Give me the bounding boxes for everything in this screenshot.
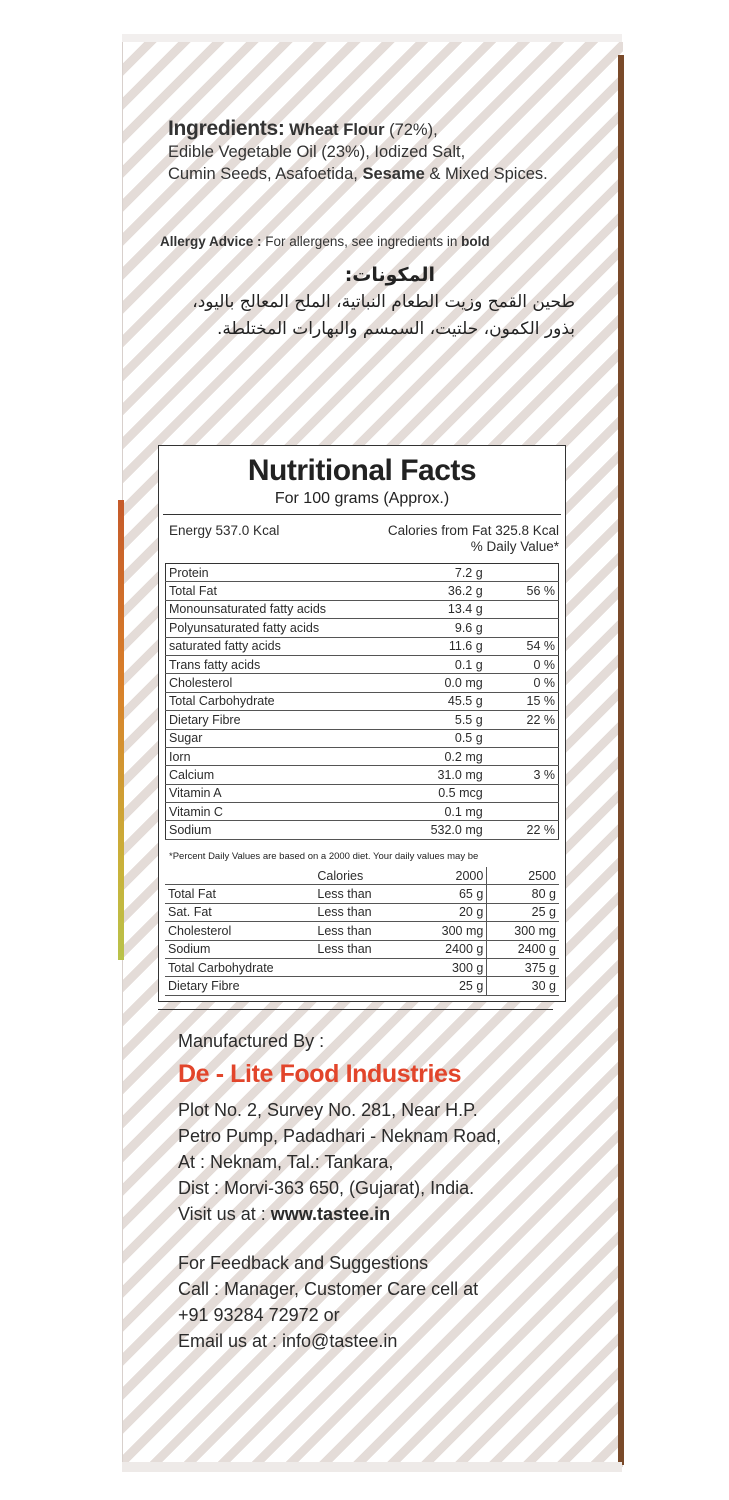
allergy-text: For allergens, see ingredients in xyxy=(261,234,462,249)
ingredient-sesame: Sesame xyxy=(362,165,425,183)
daily-values-table xyxy=(165,867,559,996)
nutrient-amount: 7.2 g xyxy=(392,564,486,582)
dv-qualifier: Less than xyxy=(314,903,398,921)
nutrient-row xyxy=(166,637,559,655)
nutrient-name: Monounsaturated fatty acids xyxy=(166,600,392,618)
nutrient-daily-pct: 15 % xyxy=(486,692,559,710)
dv-2500-value: 2400 g xyxy=(487,940,559,958)
ingredient-wheat-pct: (72%), xyxy=(384,121,438,139)
allergy-bold-word: bold xyxy=(461,234,490,249)
dv-nutrient: Sodium xyxy=(165,940,314,958)
website-line xyxy=(178,1201,598,1227)
dv-2500-value: 30 g xyxy=(487,977,559,995)
nutrient-amount: 0.5 mcg xyxy=(392,784,486,802)
address-line-1: Plot No. 2, Survey No. 281, Near H.P. xyxy=(178,1100,478,1120)
dv-nutrient: Dietary Fibre xyxy=(165,977,314,995)
nutrient-name: Vitamin A xyxy=(166,784,392,802)
dv-header-row xyxy=(165,867,559,885)
nutrient-row xyxy=(166,821,559,839)
dv-2000-value: 65 g xyxy=(398,885,487,903)
nutrient-name: Vitamin C xyxy=(166,803,392,821)
daily-value-label: % Daily Value* xyxy=(470,539,559,554)
nutrient-row xyxy=(166,784,559,802)
nutrient-amount: 36.2 g xyxy=(392,582,486,600)
nutrient-amount: 0.2 mg xyxy=(392,747,486,765)
feedback-line-3: +91 93284 72972 or xyxy=(178,1305,340,1325)
nutrient-amount: 0.1 g xyxy=(392,655,486,673)
calories-from-fat xyxy=(388,523,559,555)
nutrition-title: Nutritional Facts xyxy=(247,454,477,487)
nutrient-daily-pct xyxy=(486,784,559,802)
nutrient-row xyxy=(166,711,559,729)
nutrient-amount: 5.5 g xyxy=(392,711,486,729)
manufacturer-block xyxy=(178,1028,598,1227)
nutrient-name: Iorn xyxy=(166,747,392,765)
arabic-line-2: بذور الكمون، حلتيت، السمسم والبهارات المختلطة. xyxy=(216,319,575,339)
nutrient-amount: 0.0 mg xyxy=(392,674,486,692)
nutrient-row xyxy=(166,674,559,692)
dv-nutrient: Total Carbohydrate xyxy=(165,958,314,976)
nutrient-name: Total Carbohydrate xyxy=(166,692,392,710)
nutrient-daily-pct: 56 % xyxy=(486,582,559,600)
nutrient-name: Trans fatty acids xyxy=(166,655,392,673)
nutrient-row xyxy=(166,619,559,637)
dv-2000-value: 300 g xyxy=(398,958,487,976)
nutrient-row xyxy=(166,747,559,765)
nutrient-amount: 0.5 g xyxy=(392,729,486,747)
dv-header-blank xyxy=(165,867,314,885)
ingredients-block xyxy=(168,118,608,185)
dv-row xyxy=(165,940,559,958)
nutrient-daily-pct xyxy=(486,747,559,765)
nutrient-name: Dietary Fibre xyxy=(166,711,392,729)
nutrient-daily-pct xyxy=(486,803,559,821)
energy-value: Energy 537.0 Kcal xyxy=(169,523,280,538)
dv-2000-value: 300 mg xyxy=(398,922,487,940)
nutrient-daily-pct: 22 % xyxy=(486,711,559,729)
nutrient-amount: 9.6 g xyxy=(392,619,486,637)
dv-header-label: Calories xyxy=(314,867,398,885)
dv-header-2500: 2500 xyxy=(487,867,559,885)
nutrient-daily-pct xyxy=(486,600,559,618)
dv-row xyxy=(165,885,559,903)
nutrient-row xyxy=(166,766,559,784)
nutrient-table xyxy=(165,563,559,840)
box-right-edge xyxy=(618,55,624,1465)
feedback-line-2: Call : Manager, Customer Care cell at xyxy=(178,1279,479,1299)
feedback-block xyxy=(178,1250,598,1354)
nutrient-row xyxy=(166,803,559,821)
nutrient-row xyxy=(166,729,559,747)
nutrient-daily-pct xyxy=(486,619,559,637)
nutrient-name: saturated fatty acids xyxy=(166,637,392,655)
box-bottom-edge xyxy=(122,1462,622,1472)
arabic-line-1: طحين القمح وزيت الطعام النباتية، الملح المعالج باليود، xyxy=(192,292,575,312)
nutrient-row xyxy=(166,600,559,618)
dv-nutrient: Sat. Fat xyxy=(165,903,314,921)
visit-label: Visit us at : xyxy=(178,1204,271,1224)
ingredients-heading: Ingredients: xyxy=(168,117,285,140)
daily-values-footnote: *Percent Daily Values are based on a 2000 diet. Your daily values may be xyxy=(169,851,479,862)
allergy-label: Allergy Advice : xyxy=(160,234,262,249)
dv-nutrient: Cholesterol xyxy=(165,922,314,940)
address-line-2: Petro Pump, Padadhari - Neknam Road, xyxy=(178,1126,502,1146)
arabic-ingredients xyxy=(135,262,575,343)
dv-qualifier: Less than xyxy=(314,922,398,940)
dv-2000-value: 20 g xyxy=(398,903,487,921)
dv-2000-value: 2400 g xyxy=(398,940,487,958)
nutrition-subtitle: For 100 grams (Approx.) xyxy=(274,490,450,507)
dv-qualifier: Less than xyxy=(314,940,398,958)
dv-header-2000: 2000 xyxy=(398,867,487,885)
nutrient-name: Sodium xyxy=(166,821,392,839)
ingredients-line-3a: Cumin Seeds, Asafoetida, xyxy=(168,165,363,183)
ingredients-line-3b: & Mixed Spices. xyxy=(424,165,548,183)
nutrient-daily-pct: 3 % xyxy=(486,766,559,784)
nutrient-amount: 31.0 mg xyxy=(392,766,486,784)
nutrient-daily-pct: 0 % xyxy=(486,674,559,692)
box-left-color-strip xyxy=(118,500,124,960)
nutrient-amount: 13.4 g xyxy=(392,600,486,618)
ingredient-wheat: Wheat Flour xyxy=(289,121,385,139)
dv-2500-value: 375 g xyxy=(487,958,559,976)
dv-qualifier xyxy=(314,958,398,976)
dv-qualifier: Less than xyxy=(314,885,398,903)
dv-row xyxy=(165,903,559,921)
dv-2500-value: 25 g xyxy=(487,903,559,921)
nutrient-name: Sugar xyxy=(166,729,392,747)
website-link: www.tastee.in xyxy=(270,1204,391,1224)
nutrient-name: Cholesterol xyxy=(166,674,392,692)
energy-row xyxy=(159,515,565,553)
nutrient-amount: 0.1 mg xyxy=(392,803,486,821)
arabic-heading: المكونات: xyxy=(344,264,435,286)
company-name: De - Lite Food Industries xyxy=(178,1060,462,1088)
nutrient-amount: 11.6 g xyxy=(392,637,486,655)
nutrient-row xyxy=(166,564,559,582)
feedback-line-4: Email us at : info@tastee.in xyxy=(178,1331,398,1351)
nutrient-name: Polyunsaturated fatty acids xyxy=(166,619,392,637)
dv-qualifier xyxy=(314,977,398,995)
manufactured-by-label: Manufactured By : xyxy=(178,1031,325,1051)
dv-2500-value: 300 mg xyxy=(487,922,559,940)
nutrient-name: Protein xyxy=(166,564,392,582)
dv-row xyxy=(165,977,559,995)
nutrient-row xyxy=(166,582,559,600)
nutrient-name: Total Fat xyxy=(166,582,392,600)
nutrient-daily-pct: 0 % xyxy=(486,655,559,673)
nutrient-daily-pct: 22 % xyxy=(486,821,559,839)
nutrient-row xyxy=(166,655,559,673)
dv-row xyxy=(165,958,559,976)
nutrient-row xyxy=(166,692,559,710)
allergy-advice xyxy=(160,234,490,249)
nutrient-amount: 45.5 g xyxy=(392,692,486,710)
dv-nutrient: Total Fat xyxy=(165,885,314,903)
section-divider xyxy=(158,1009,553,1010)
address-line-4: Dist : Morvi-363 650, (Gujarat), India. xyxy=(178,1178,475,1198)
nutrient-name: Calcium xyxy=(166,766,392,784)
dv-2000-value: 25 g xyxy=(398,977,487,995)
nutrient-daily-pct xyxy=(486,564,559,582)
ingredients-line-2: Edible Vegetable Oil (23%), Iodized Salt, xyxy=(168,143,466,161)
address-line-3: At : Neknam, Tal.: Tankara, xyxy=(178,1152,394,1172)
nutrient-amount: 532.0 mg xyxy=(392,821,486,839)
dv-2500-value: 80 g xyxy=(487,885,559,903)
calories-from-fat-value: Calories from Fat 325.8 Kcal xyxy=(387,523,559,538)
dv-row xyxy=(165,922,559,940)
nutrient-daily-pct: 54 % xyxy=(486,637,559,655)
feedback-line-1: For Feedback and Suggestions xyxy=(178,1253,429,1273)
nutrient-daily-pct xyxy=(486,729,559,747)
nutrition-facts-panel xyxy=(158,445,566,1002)
